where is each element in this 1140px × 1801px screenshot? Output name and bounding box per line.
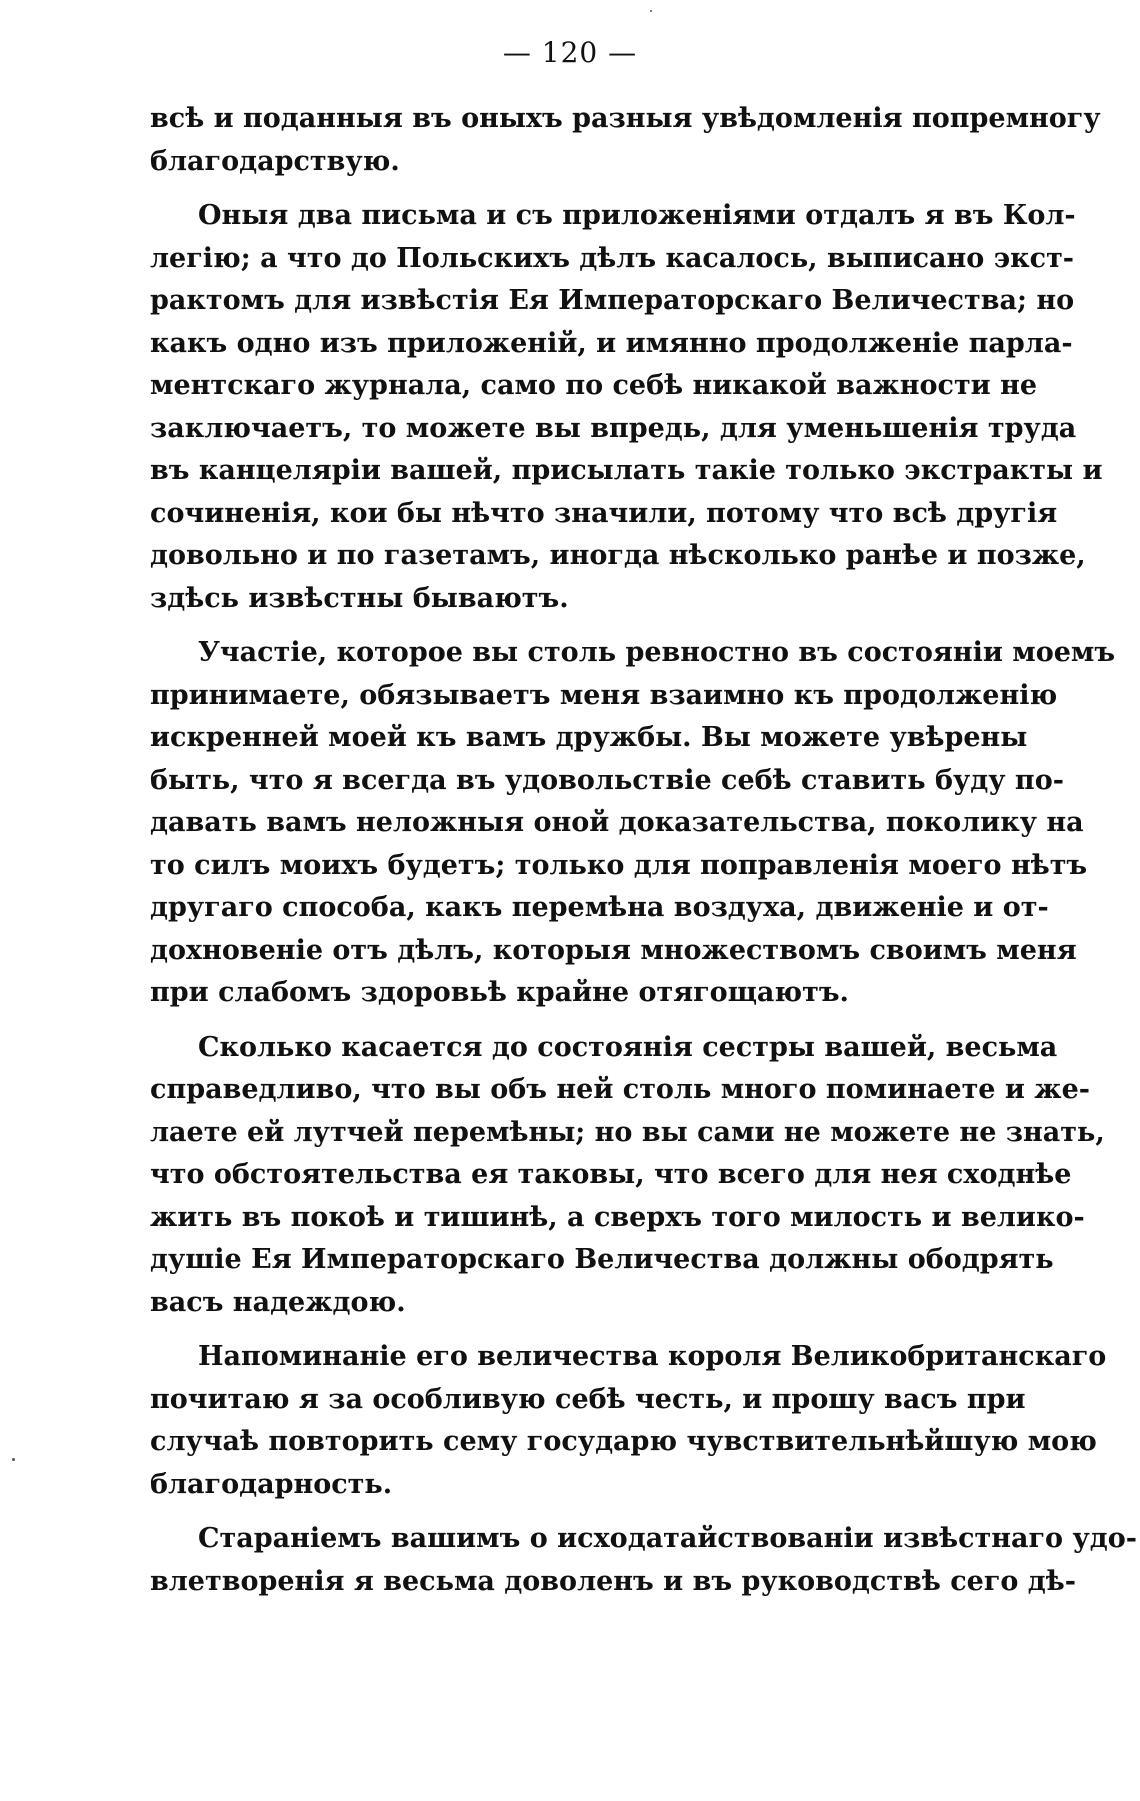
text-line: Напоминаніе его величества короля Великобританскаго	[198, 1341, 1107, 1372]
text-line: Стараніемъ вашимъ о исходатайствованіи извѣстнаго удо-	[198, 1523, 1137, 1554]
text-line: принимаете, обязываетъ меня взаимно къ продолженію	[150, 679, 1058, 711]
scan-speck	[12, 1458, 15, 1461]
text-line: дохновеніе отъ дѣлъ, которыя множествомъ своимъ меня	[150, 934, 1077, 966]
text-line: довольно и по газетамъ, иногда нѣсколько ранѣе и позже,	[150, 540, 1086, 571]
text-line: легію; а что до Польскихъ дѣлъ касалось, выписано экст-	[150, 242, 1075, 274]
text-line: при слабомъ здоровьѣ крайне отягощаютъ.	[150, 977, 849, 1008]
paragraph	[150, 1518, 1137, 1603]
text-line: что обстоятельства ея таковы, что всего для нея сходнѣе	[150, 1159, 1072, 1190]
paragraph	[150, 195, 1103, 620]
text-line: почитаю я за особливую себѣ честь, и прошу васъ при	[150, 1383, 1026, 1415]
text-line: сочиненія, кои бы нѣчто значили, потому что всѣ другія	[150, 497, 1058, 529]
paragraph	[150, 98, 1101, 183]
text-line: рактомъ для извѣстія Ея Императорскаго Величества; но	[150, 285, 1075, 316]
text-line: благодарствую.	[150, 145, 400, 177]
text-line: случаѣ повторить сему государю чувствительнѣйшую мою	[150, 1426, 1097, 1457]
page-number: — 120 —	[502, 36, 638, 69]
body-text	[150, 98, 1137, 1603]
text-line: другаго способа, какъ перемѣна воздуха, движеніе и от-	[150, 892, 1049, 923]
text-line: душіе Ея Императорскаго Величества должны ободрять	[150, 1244, 1054, 1275]
paragraph-gap	[150, 183, 1012, 195]
paragraph-gap	[150, 1324, 1012, 1336]
text-line: влетворенія я весьма доволенъ и въ руководствѣ сего дѣ-	[150, 1565, 1076, 1597]
text-line: справедливо, что вы объ ней столь много поминаете и же-	[150, 1074, 1090, 1105]
text-line: благодарность.	[150, 1468, 393, 1500]
text-line: Участіе, которое вы столь ревностно въ состояніи моемъ	[198, 637, 1116, 668]
text-line: давать вамъ неложныя оной доказательства, поколику на	[150, 807, 1084, 838]
text-line: ментскаго журнала, само по себѣ никакой важности не	[150, 370, 1038, 401]
paragraph	[150, 632, 1116, 1015]
text-line: здѣсь извѣстны бываютъ.	[150, 582, 569, 614]
text-line: какъ одно изъ приложеній, и имянно продолженіе парла-	[150, 327, 1073, 359]
paragraph-gap	[150, 1506, 1012, 1518]
paragraph	[150, 1336, 1107, 1506]
paragraph-gap	[150, 620, 1012, 632]
text-line: всѣ и поданныя въ оныхъ разныя увѣдомленія попремногу	[150, 103, 1101, 134]
text-line: Сколько касается до состоянія сестры вашей, весьма	[198, 1031, 1058, 1063]
text-line: васъ надеждою.	[150, 1286, 406, 1318]
paragraph	[150, 1027, 1105, 1325]
text-line: въ канцеляріи вашей, присылать такіе только экстракты и	[150, 455, 1103, 486]
text-line: Оныя два письма и съ приложеніями отдалъ я въ Кол-	[198, 200, 1076, 231]
scan-speck	[650, 10, 652, 12]
text-line: жить въ покоѣ и тишинѣ, а сверхъ того милость и велико-	[150, 1201, 1085, 1233]
text-line: быть, что я всегда въ удовольствіе себѣ ставить буду по-	[150, 764, 1064, 796]
text-line: то силъ моихъ будетъ; только для поправленія моего нѣтъ	[150, 849, 1088, 881]
paragraph-gap	[150, 1015, 1012, 1027]
text-line: заключаетъ, то можете вы впредь, для уменьшенія труда	[150, 412, 1077, 444]
text-line: лаете ей лутчей перемѣны; но вы сами не можете не знать,	[150, 1116, 1105, 1148]
text-line: искренней моей къ вамъ дружбы. Вы можете увѣрены	[150, 722, 1028, 753]
